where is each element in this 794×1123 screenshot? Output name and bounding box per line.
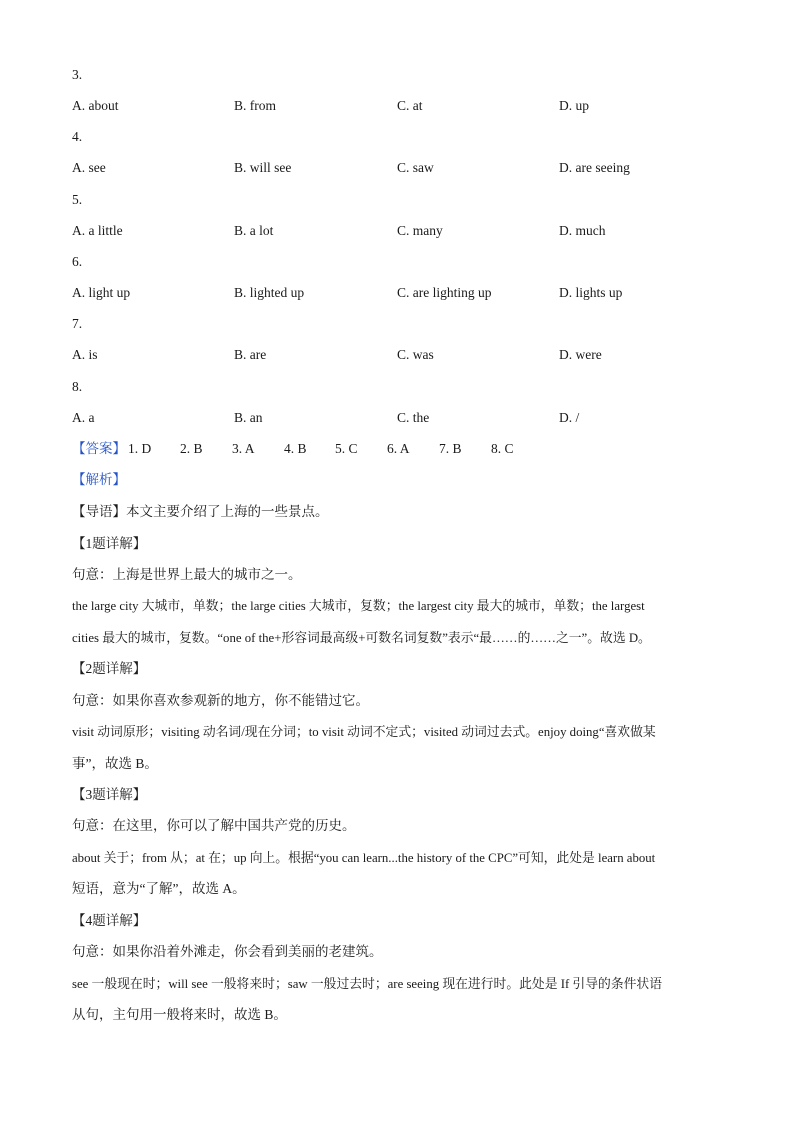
option-b: B. will see — [234, 160, 292, 175]
option-a: A. a — [72, 410, 95, 425]
question-number: 8. — [72, 379, 83, 394]
section-title: 【1题详解】 — [72, 536, 147, 551]
option-c: C. was — [397, 347, 434, 362]
answer-item: 5. C — [335, 441, 358, 456]
question-number: 6. — [72, 254, 83, 269]
option-d: D. lights up — [559, 285, 623, 300]
option-row — [72, 346, 732, 364]
option-d: D. much — [559, 223, 606, 238]
option-b: B. are — [234, 347, 267, 362]
answer-label: 【答案】 — [72, 441, 126, 456]
section-line: 短语，意为“了解”，故选 A。 — [72, 881, 246, 896]
option-c: C. the — [397, 410, 430, 425]
section-line: 句意：如果你沿着外滩走，你会看到美丽的老建筑。 — [72, 944, 383, 959]
option-d: D. / — [559, 410, 580, 425]
option-c: C. many — [397, 223, 443, 238]
option-c: C. are lighting up — [397, 285, 492, 300]
option-b: B. a lot — [234, 223, 274, 238]
option-b: B. from — [234, 98, 276, 113]
option-row — [72, 284, 732, 302]
section-line: 事”，故选 B。 — [72, 756, 158, 771]
question-number: 3. — [72, 67, 83, 82]
section-line: about 关于；from 从；at 在；up 向上。根据“you can learn...the history of the CPC”可知，此处是 learn about — [72, 851, 656, 865]
answer-item: 6. A — [387, 441, 410, 456]
question-number: 7. — [72, 316, 83, 331]
option-a: A. a little — [72, 223, 123, 238]
option-a: A. light up — [72, 285, 131, 300]
question-number: 5. — [72, 192, 83, 207]
option-d: D. up — [559, 98, 589, 113]
answer-item: 4. B — [284, 441, 307, 456]
section-title: 【3题详解】 — [72, 787, 147, 802]
option-a: A. see — [72, 160, 106, 175]
option-row — [72, 409, 732, 427]
answer-item: 1. D — [128, 441, 152, 456]
option-b: B. lighted up — [234, 285, 305, 300]
section-line: 句意：在这里，你可以了解中国共产党的历史。 — [72, 818, 356, 833]
section-line: see 一般现在时；will see 一般将来时；saw 一般过去时；are seeing 现在进行时。此处是 If 引导的条件状语 — [72, 977, 663, 991]
option-c: C. saw — [397, 160, 434, 175]
option-a: A. is — [72, 347, 98, 362]
section-line: the large city 大城市，单数；the large cities 大城市，复数；the largest city 最大的城市，单数；the largest — [72, 599, 645, 613]
option-a: A. about — [72, 98, 119, 113]
question-number: 4. — [72, 129, 83, 144]
option-b: B. an — [234, 410, 263, 425]
option-d: D. are seeing — [559, 160, 630, 175]
answer-item: 3. A — [232, 441, 255, 456]
section-line: cities 最大的城市，复数。“one of the+形容词最高级+可数名词复数”表示“最……的……之一”。故选 D。 — [72, 631, 651, 645]
option-c: C. at — [397, 98, 423, 113]
answer-item: 7. B — [439, 441, 462, 456]
option-row — [72, 159, 732, 177]
answer-item: 8. C — [491, 441, 514, 456]
section-line: visit 动词原形；visiting 动名词/现在分词；to visit 动词不定式；visited 动词过去式。enjoy doing“喜欢做某 — [72, 725, 656, 739]
option-d: D. were — [559, 347, 602, 362]
intro-line: 【导语】本文主要介绍了上海的一些景点。 — [72, 504, 329, 519]
section-line: 从句，主句用一般将来时，故选 B。 — [72, 1007, 287, 1022]
section-line: 句意：如果你喜欢参观新的地方，你不能错过它。 — [72, 693, 369, 708]
analysis-label: 【解析】 — [72, 472, 126, 487]
answer-row — [72, 440, 732, 458]
option-row — [72, 97, 732, 115]
option-row — [72, 222, 732, 240]
answer-item: 2. B — [180, 441, 203, 456]
section-line: 句意：上海是世界上最大的城市之一。 — [72, 567, 302, 582]
section-title: 【2题详解】 — [72, 661, 147, 676]
section-title: 【4题详解】 — [72, 913, 147, 928]
